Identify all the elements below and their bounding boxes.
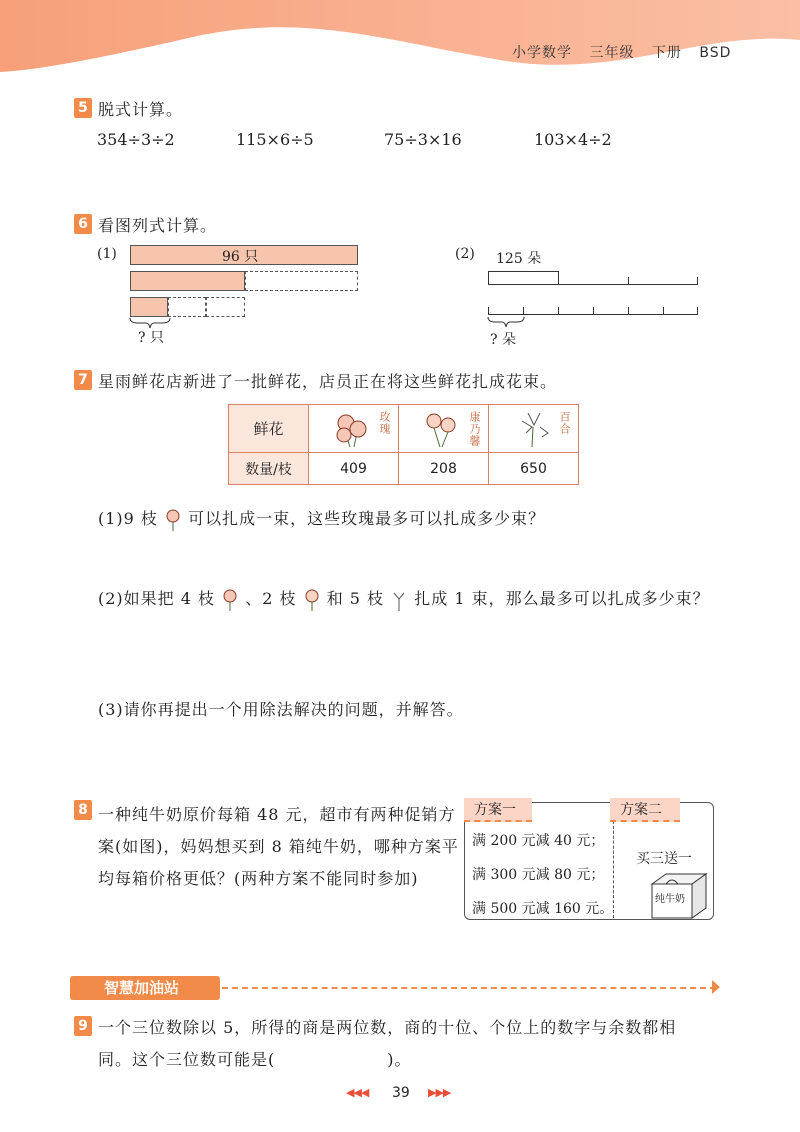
q7-sub2: [98, 586, 710, 611]
q5-expr-2: 115×6÷5: [236, 130, 314, 149]
page-number: 39: [392, 1085, 410, 1101]
q8-line-3: 均每箱价格更低？(两种方案不能同时参加): [98, 869, 419, 888]
challenge-banner: 智慧加油站: [70, 976, 220, 1000]
third-bar-remainder-2: [206, 297, 245, 317]
milk-box-label: 纯牛奶: [655, 894, 685, 905]
rose-count: 409: [309, 453, 399, 485]
q6-part1-label: (1): [97, 246, 117, 262]
carnation-cell: [399, 405, 489, 453]
subject: 小学数学: [512, 45, 572, 61]
tick: [558, 271, 559, 285]
q7-sub2-part-a: (2)如果把 4 枝: [98, 589, 216, 608]
q5-expr-1: 354÷3÷2: [97, 130, 175, 149]
tick: [697, 277, 698, 284]
q7-sub1: [98, 506, 545, 531]
plan1-item-2: 满 300 元减 80 元；: [472, 867, 605, 883]
third-bar-remainder-1: [168, 297, 206, 317]
q9-line-1: 一个三位数除以 5，所得的商是两位数，商的十位、个位上的数字与余数都相: [98, 1018, 677, 1037]
long-segment: [488, 284, 698, 285]
tick: [697, 307, 698, 314]
flower-table: [228, 404, 579, 485]
plan1-item-1: 满 200 元减 40 元；: [472, 833, 605, 849]
flower-name-lily: 百合: [558, 411, 571, 435]
q7-sub2-part-d: 扎成 1 束，那么最多可以扎成多少束？: [414, 589, 710, 608]
question-number-5: 5: [74, 98, 92, 118]
tick: [628, 277, 629, 284]
q7-title: 星雨鲜花店新进了一批鲜花，店员正在将这些鲜花扎成花束。: [98, 372, 558, 391]
q7-sub3: (3)请你再提出一个用除法解决的问题，并解答。: [98, 700, 464, 719]
question-number-9: 9: [74, 1016, 92, 1036]
q7-sub1-part-b: 可以扎成一束，这些玫瑰最多可以扎成多少束？: [188, 509, 546, 528]
rose-icon: [164, 509, 182, 531]
tick: [523, 307, 524, 314]
unit-segment-bracket: [488, 271, 558, 272]
q5-title: 脱式计算。: [98, 100, 184, 119]
total-bar-label: 96 只: [222, 249, 259, 265]
question-number-6: 6: [74, 214, 92, 234]
arrow-right-icon: [712, 980, 720, 994]
q8-line-2: 案(如图)，妈妈想买到 8 箱纯牛奶，哪种方案平: [98, 837, 459, 856]
edition: BSD: [699, 45, 732, 61]
plan2-offer: 买三送一: [636, 851, 692, 867]
rose-icon: [221, 589, 239, 611]
short-segment: [488, 314, 698, 315]
plan1-title: 方案一: [464, 798, 532, 822]
tick: [663, 307, 664, 314]
half-bar: [130, 271, 245, 291]
q8-text: [98, 799, 459, 895]
lily-cell: [489, 405, 579, 453]
third-bar: [130, 297, 168, 317]
lily-count: 650: [489, 453, 579, 485]
rose-cell: [309, 405, 399, 453]
tick: [593, 307, 594, 314]
q8-line-1: 一种纯牛奶原价每箱 48 元，超市有两种促销方: [98, 805, 456, 824]
q7-sub2-part-c: 和 5 枝: [326, 589, 385, 608]
q9-line-2-a: 同。这个三位数可能是(: [98, 1050, 276, 1069]
book-info: [512, 42, 743, 62]
q6-part2-question: ? 朵: [490, 332, 516, 348]
q6-title: 看图列式计算。: [98, 216, 218, 235]
flower-name-carnation: 康乃馨: [468, 411, 481, 447]
q5-expr-3: 75÷3×16: [384, 130, 462, 149]
volume: 下册: [651, 45, 682, 61]
question-number-7: 7: [74, 370, 92, 390]
banner-dash-line: [222, 987, 716, 989]
q6-part2-label: (2): [455, 246, 475, 262]
q7-sub2-part-b: 、2 枝: [245, 589, 297, 608]
q9-line-2-b: )。: [387, 1050, 412, 1069]
tick: [628, 307, 629, 314]
rose-icon: [324, 407, 384, 447]
lily-icon: [390, 589, 408, 611]
q7-sub1-part-a: (1)9 枝: [98, 509, 158, 528]
plan1-item-3: 满 500 元减 160 元。: [472, 901, 614, 917]
q5-expr-4: 103×4÷2: [534, 130, 612, 149]
carnation-count: 208: [399, 453, 489, 485]
carnation-icon: [414, 407, 474, 447]
carnation-icon: [303, 589, 321, 611]
table-header-flower: 鲜花: [229, 405, 309, 453]
q9-line-2: [98, 1047, 412, 1070]
question-number-8: 8: [74, 800, 92, 820]
plan2-title: 方案二: [610, 798, 680, 822]
header-band: [0, 0, 800, 80]
next-arrows-icon: ▶▶▶: [428, 1086, 451, 1099]
segment-label: 125 朵: [496, 251, 542, 267]
brace-icon: [486, 316, 526, 328]
tick: [558, 307, 559, 314]
prev-arrows-icon: ◀◀◀: [346, 1086, 369, 1099]
lily-icon: [504, 407, 564, 447]
half-bar-remainder: [245, 271, 358, 291]
q6-part1-question: ? 只: [138, 330, 164, 346]
grade: 三年级: [589, 45, 635, 61]
tick: [488, 307, 489, 314]
tick: [488, 271, 489, 285]
flower-name-rose: 玫瑰: [378, 411, 391, 435]
table-header-count: 数量/枝: [229, 453, 309, 485]
